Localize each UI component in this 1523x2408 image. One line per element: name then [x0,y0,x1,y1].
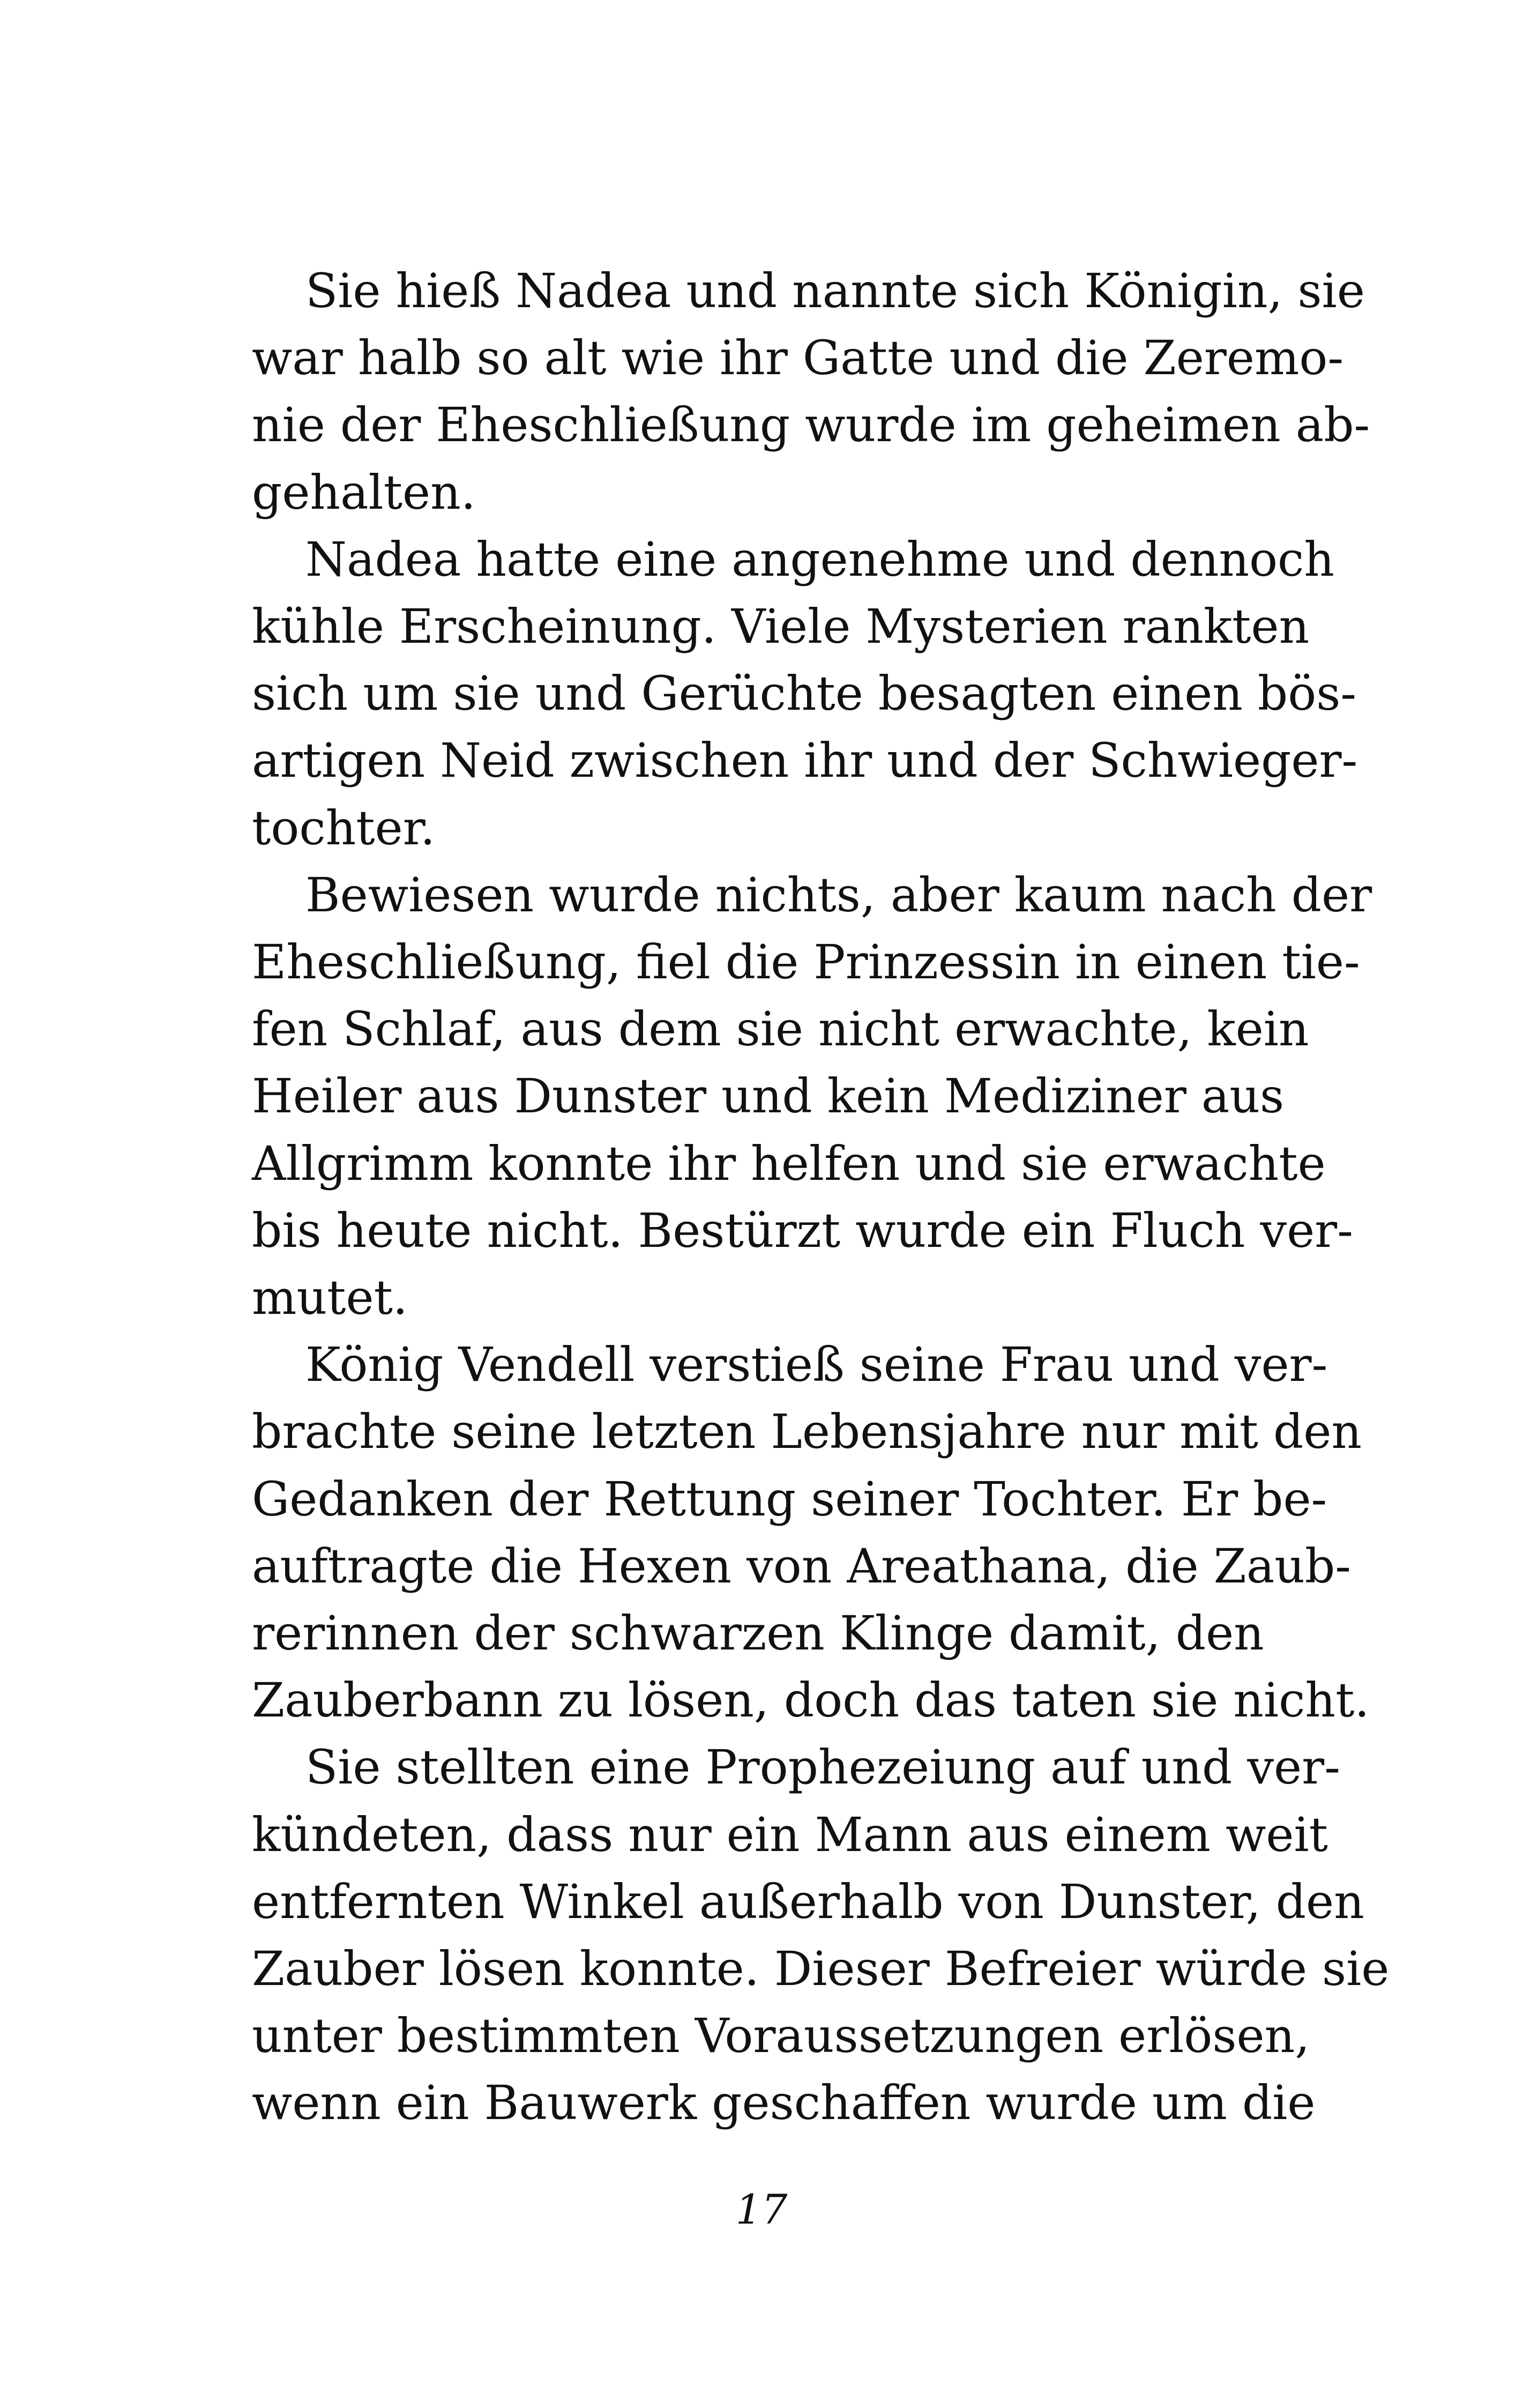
paragraph-5 [252,1734,1390,2136]
text-line: König Vendell verstieß seine Frau und ver- [305,1337,1328,1393]
text-line: Nadea hatte eine angenehme und dennoch [305,531,1335,587]
text-line: unter bestimmten Voraussetzungen erlösen, [252,2008,1310,2064]
text-line: brachte seine letzten Lebensjahre nur mit den [252,1404,1362,1460]
text-line: gehalten. [252,464,476,520]
body-text [252,257,1390,2137]
text-line: war halb so alt wie ihr Gatte und die Zeremo- [252,330,1344,386]
text-line: rerinnen der schwarzen Klinge damit, den [252,1606,1264,1661]
paragraph-1 [252,257,1370,526]
text-line: fen Schlaf, aus dem sie nicht erwachte, kein [252,1001,1309,1057]
text-line: artigen Neid zwischen ihr und der Schwieger- [252,733,1358,789]
text-line: Gedanken der Rettung seiner Tochter. Er be- [252,1471,1327,1527]
text-line: nie der Eheschließung wurde im geheimen ab- [252,397,1370,453]
text-line: tochter. [252,800,436,856]
text-line: Allgrimm konnte ihr helfen und sie erwachte [252,1135,1326,1191]
text-line: sich um sie und Gerüchte besagten einen bös- [252,666,1357,722]
text-line: Heiler aus Dunster und kein Mediziner aus [252,1068,1285,1124]
paragraph-2 [252,526,1358,861]
text-line: mutet. [252,1270,408,1326]
text-line: Bewiesen wurde nichts, aber kaum nach der [305,867,1372,923]
text-line: Sie stellten eine Prophezeiung auf und ver- [305,1740,1340,1795]
text-line: Zauberbann zu lösen, doch das taten sie nicht. [252,1673,1370,1728]
text-line: Zauber lösen konnte. Dieser Befreier würde sie [252,1941,1390,1997]
text-line: Eheschließung, fiel die Prinzessin in einen tie- [252,934,1360,990]
text-line: kühle Erscheinung. Viele Mysterien rankten [252,599,1310,655]
paragraph-3 [252,861,1372,1331]
text-line: bis heute nicht. Bestürzt wurde ein Fluch ver- [252,1202,1353,1258]
text-line: wenn ein Bauwerk geschaffen wurde um die [252,2075,1316,2131]
text-line: kündeten, dass nur ein Mann aus einem weit [252,1807,1328,1862]
page-number: 17 [735,2186,788,2233]
text-line: auftragte die Hexen von Areathana, die Zaub- [252,1538,1352,1594]
text-line: Sie hieß Nadea und nannte sich Königin, sie [305,263,1365,318]
text-line: entfernten Winkel außerhalb von Dunster, den [252,1874,1364,1929]
paragraph-4 [252,1331,1370,1734]
